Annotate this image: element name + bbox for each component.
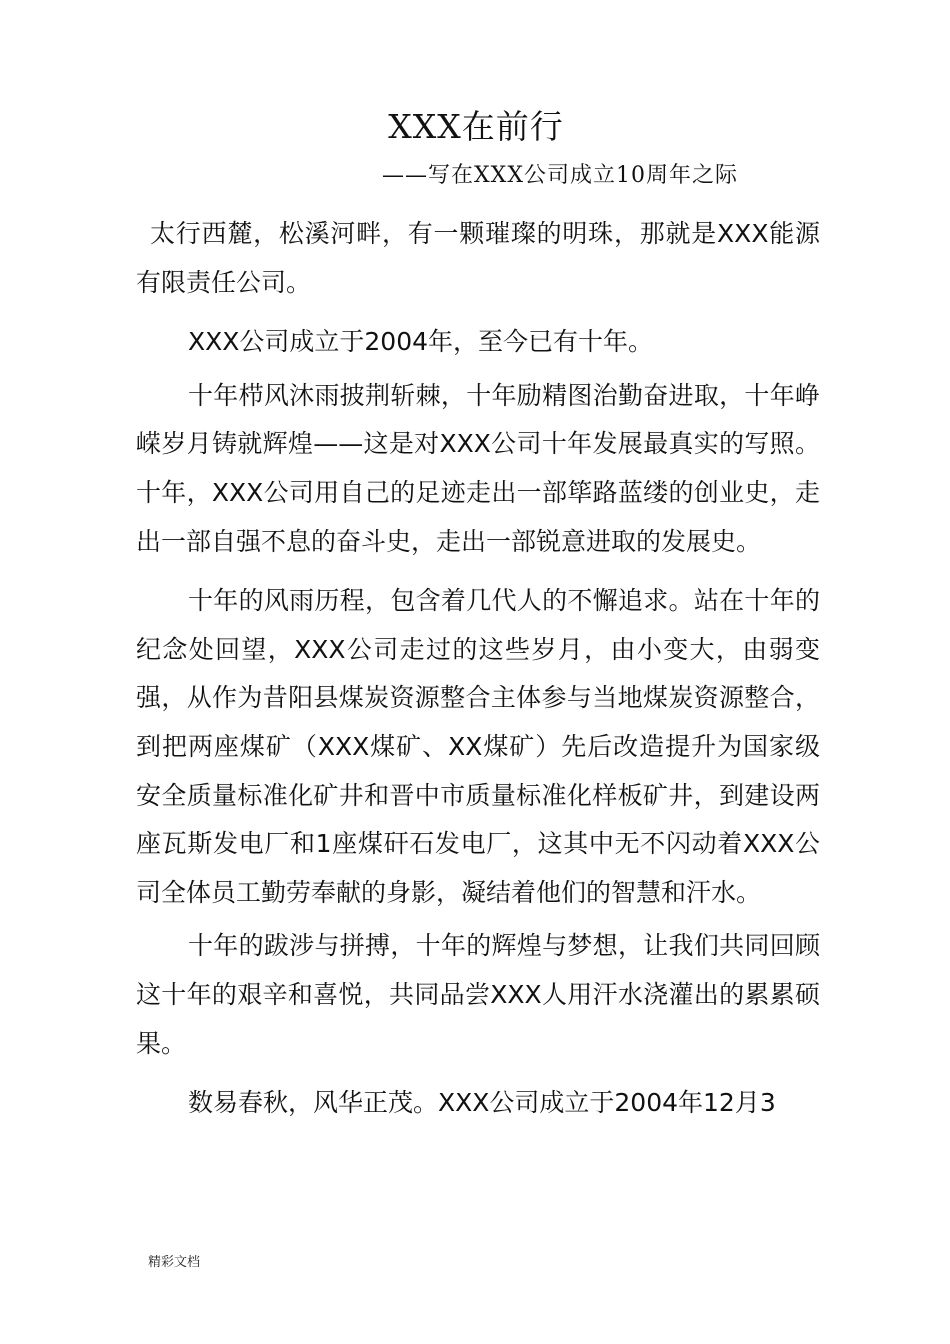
paragraph-3: 十年栉风沐雨披荆斩棘，十年励精图治勤奋进取，十年峥嵘岁月铸就辉煌——这是对XXX公司十年发展最真实的写照。十年，XXX公司用自己的足迹走出一部筚路蓝缕的创业史，走出一部自强不息的奋斗史，走出一部锐意进取的发展史。 bbox=[136, 380, 820, 556]
paragraph-1: 太行西麓，松溪河畔，有一颗璀璨的明珠，那就是XXX能源有限责任公司。 bbox=[136, 219, 820, 297]
paragraph-5: 十年的跋涉与拼搏，十年的辉煌与梦想，让我们共同回顾这十年的艰辛和喜悦，共同品尝XXX人用汗水浇灌出的累累硕果。 bbox=[136, 931, 820, 1058]
document-title: XXX在前行 bbox=[388, 107, 564, 146]
document-subtitle: ——写在XXX公司成立10周年之际 bbox=[382, 163, 738, 188]
paragraph-2: XXX公司成立于2004年，至今已有十年。 bbox=[188, 327, 654, 357]
paragraph-4: 十年的风雨历程，包含着几代人的不懈追求。站在十年的纪念处回望，XXX公司走过的这些岁月，由小变大，由弱变强，从作为昔阳县煤炭资源整合主体参与当地煤炭资源整合，到把两座煤矿（XXX煤矿、XX煤矿）先后改造提升为国家级安全质量标准化矿井和晋中市质量标准化样板矿井，到建设两座瓦斯发电厂和1座煤矸石发电厂，这其中无不闪动着XXX公司全体员工勤劳奉献的身影，凝结着他们的智慧和汗水。 bbox=[136, 586, 820, 907]
paragraph-6: 数易春秋，风华正茂。XXX公司成立于2004年12月3 bbox=[188, 1088, 776, 1118]
document-body bbox=[136, 210, 820, 1128]
page-footer: 精彩文档 bbox=[148, 1255, 201, 1270]
